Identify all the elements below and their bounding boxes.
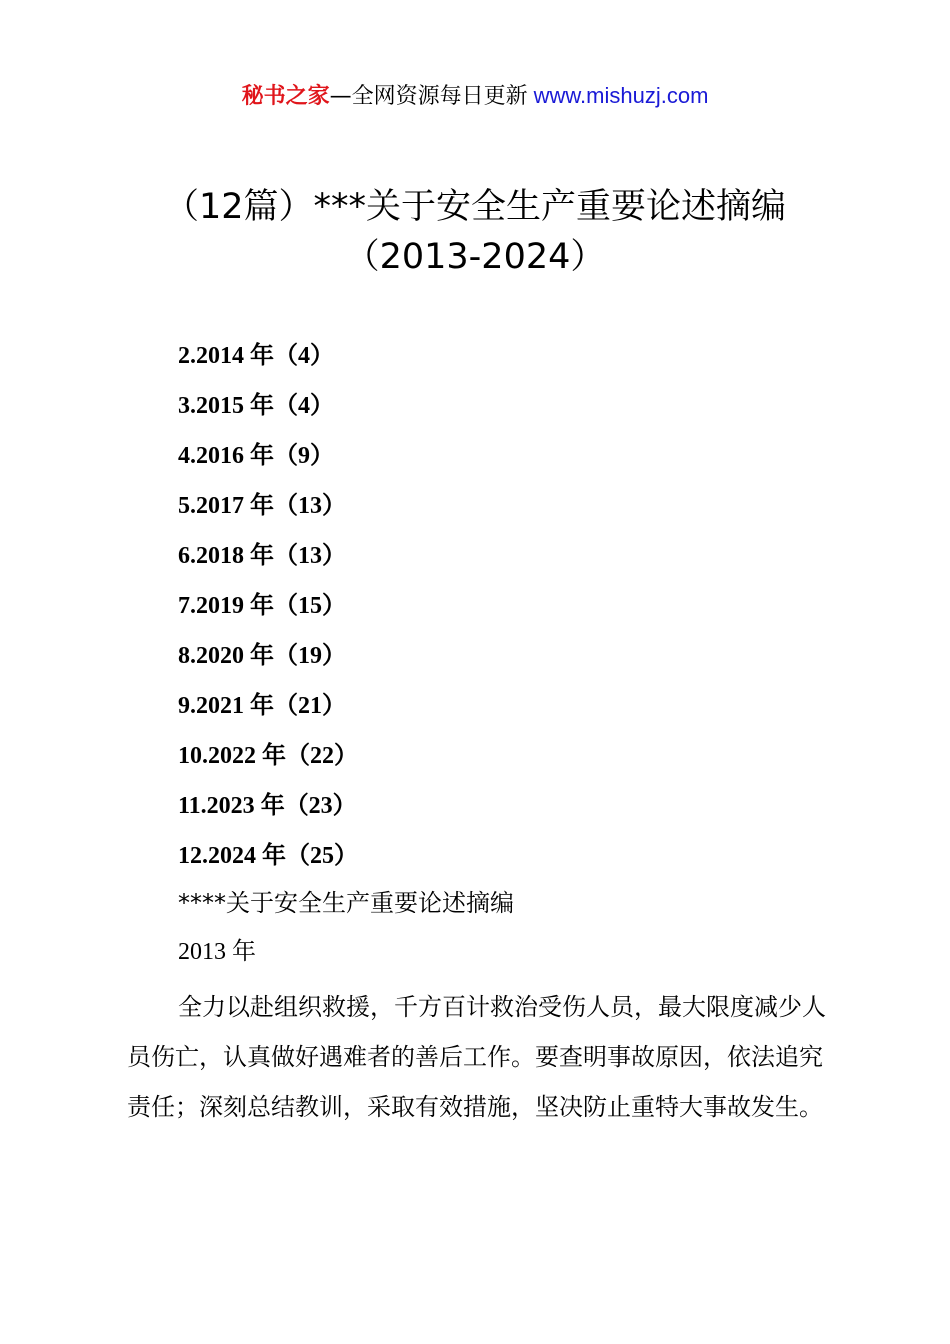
toc-item-count: （13）	[274, 543, 346, 569]
toc-item	[178, 835, 358, 885]
toc-item-number: 12.2024	[178, 843, 256, 869]
toc-item	[178, 485, 358, 535]
toc-item-number: 6.2018	[178, 543, 244, 569]
toc-item-unit: 年	[250, 591, 274, 619]
document-title	[0, 182, 950, 282]
toc-item-number: 11.2023	[178, 793, 255, 819]
site-slogan: —全网资源每日更新	[329, 84, 528, 109]
title-line-2: （2013-2024）	[344, 237, 606, 277]
toc-item-unit: 年	[250, 391, 274, 419]
toc-item-number: 2.2014	[178, 343, 244, 369]
toc-item-count: （15）	[274, 593, 346, 619]
toc-item-count: （25）	[286, 843, 358, 869]
toc-item-number: 8.2020	[178, 643, 244, 669]
toc-item-number: 10.2022	[178, 743, 256, 769]
toc-item	[178, 685, 358, 735]
section-title: ****关于安全生产重要论述摘编	[178, 889, 514, 917]
toc-item-number: 7.2019	[178, 593, 244, 619]
toc-item	[178, 735, 358, 785]
year-label: 2013 年	[178, 939, 256, 965]
toc-item	[178, 635, 358, 685]
toc-item	[178, 785, 358, 835]
toc-item-number: 3.2015	[178, 393, 244, 419]
toc-item-unit: 年	[250, 641, 274, 669]
toc-item-unit: 年	[250, 491, 274, 519]
toc-item-count: （4）	[274, 393, 334, 419]
site-url-link[interactable]: www.mishuzj.com	[533, 83, 709, 108]
title-line-1: （12篇）***关于安全生产重要论述摘编	[163, 187, 787, 227]
toc-item-count: （19）	[274, 643, 346, 669]
toc-item-number: 9.2021	[178, 693, 244, 719]
toc-item-count: （23）	[284, 793, 357, 819]
toc-item-unit: 年	[250, 441, 274, 469]
table-of-contents	[178, 335, 358, 885]
toc-item-unit: 年	[250, 541, 274, 569]
toc-item-unit: 年	[260, 791, 285, 819]
toc-item	[178, 335, 358, 385]
toc-item	[178, 435, 358, 485]
toc-item-count: （13）	[274, 493, 346, 519]
body-paragraph: 全力以赴组织救援，千方百计救治受伤人员，最大限度减少人员伤亡，认真做好遇难者的善后工作。要查明事故原因，依法追究责任；深刻总结教训，采取有效措施，坚决防止重特大事故发生。	[127, 993, 826, 1121]
toc-item-number: 5.2017	[178, 493, 244, 519]
toc-item-unit: 年	[262, 841, 286, 869]
toc-item-unit: 年	[250, 341, 274, 369]
toc-item-number: 4.2016	[178, 443, 244, 469]
toc-item-count: （21）	[274, 693, 346, 719]
toc-item-unit: 年	[262, 741, 286, 769]
toc-item	[178, 385, 358, 435]
site-header	[0, 80, 950, 113]
site-brand: 秘书之家	[241, 84, 330, 109]
toc-item-unit: 年	[250, 691, 274, 719]
toc-item-count: （4）	[274, 343, 334, 369]
toc-item	[178, 585, 358, 635]
toc-item	[178, 535, 358, 585]
toc-item-count: （22）	[286, 743, 358, 769]
toc-item-count: （9）	[274, 443, 334, 469]
